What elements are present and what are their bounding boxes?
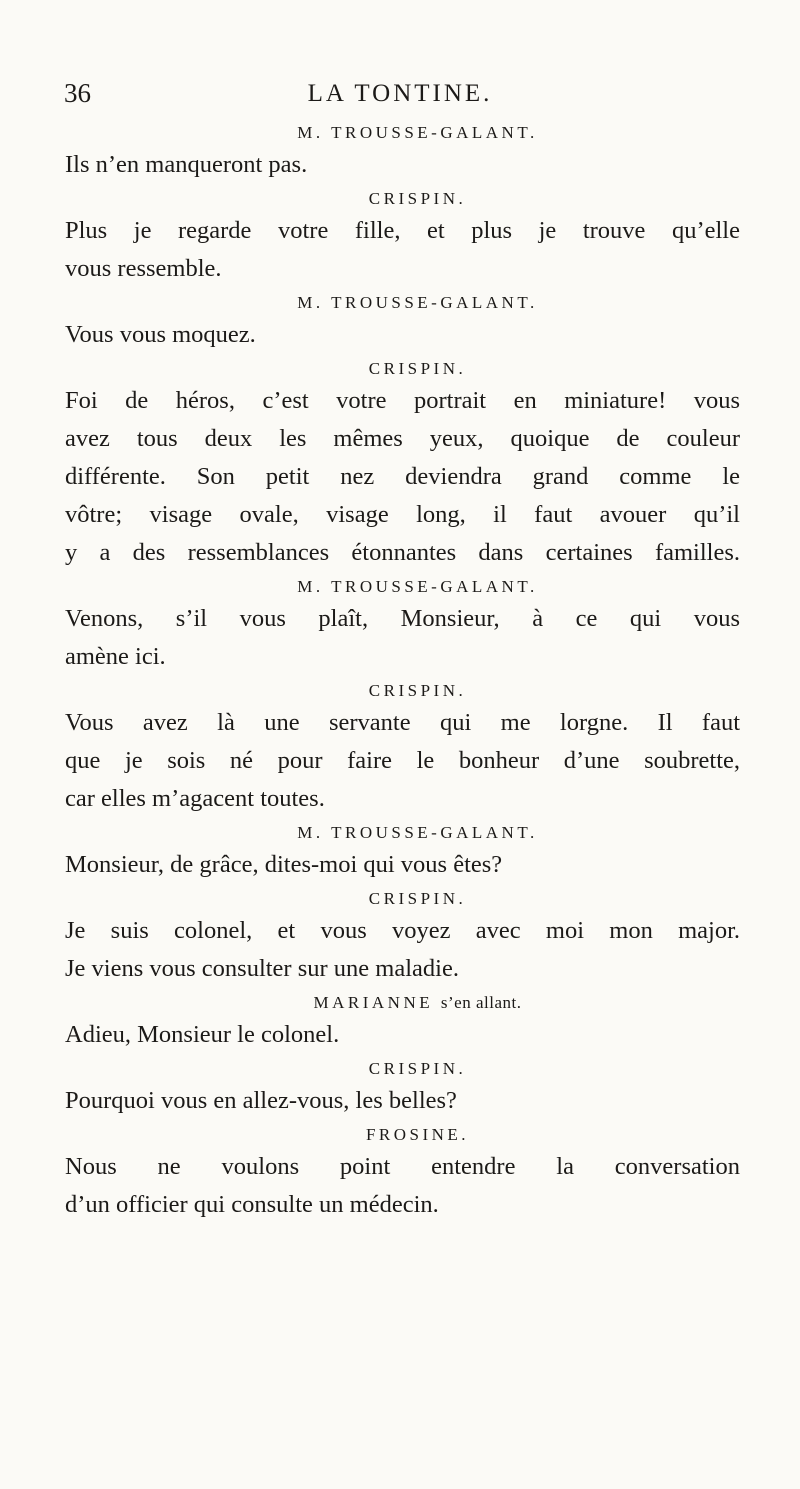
dialogue-block bbox=[65, 818, 740, 884]
dialogue-block bbox=[65, 354, 740, 572]
dialogue-block bbox=[65, 572, 740, 676]
running-title: LA TONTINE. bbox=[307, 80, 493, 107]
speech: Monsieur, de grâce, dites-moi qui vous êtes? bbox=[65, 851, 503, 878]
speaker-name: M. TROUSSE-GALANT. bbox=[297, 577, 538, 596]
speaker-name: CRISPIN. bbox=[368, 1059, 467, 1078]
stage-direction: s’en allant. bbox=[440, 993, 522, 1012]
dialogue-block bbox=[65, 288, 740, 354]
speech: Ils n’en manqueront pas. bbox=[65, 151, 308, 178]
dialogue-block bbox=[65, 1054, 740, 1120]
speech: Je suis colonel, et vous voyez avec moi mon major. Je viens vous consulter sur une maladie. bbox=[65, 917, 740, 982]
dialogue-block bbox=[65, 884, 740, 988]
dialogue-block bbox=[65, 118, 740, 184]
speech: Adieu, Monsieur le colonel. bbox=[65, 1021, 340, 1048]
speaker-name: MARIANNE s’en allant. bbox=[313, 993, 522, 1012]
dialogue-text bbox=[65, 118, 740, 1224]
speech: Plus je regarde votre fille, et plus je trouve qu’elle vous ressemble. bbox=[65, 217, 740, 282]
dialogue-block bbox=[65, 676, 740, 818]
speech: Venons, s’il vous plaît, Monsieur, à ce qui vous amène ici. bbox=[65, 605, 740, 670]
speech: Vous avez là une servante qui me lorgne. Il faut que je sois né pour faire le bonheur d’une soubrette, car elles m’agacent toutes. bbox=[65, 709, 740, 812]
speaker-name: CRISPIN. bbox=[368, 889, 467, 908]
speaker-name: CRISPIN. bbox=[368, 189, 467, 208]
speaker-name: M. TROUSSE-GALANT. bbox=[297, 293, 538, 312]
speech: Nous ne voulons point entendre la conversation d’un officier qui consulte un médecin. bbox=[65, 1153, 740, 1218]
speech: Vous vous moquez. bbox=[65, 321, 256, 348]
dialogue-block bbox=[65, 184, 740, 288]
dialogue-block bbox=[65, 988, 740, 1054]
speech: Pourquoi vous en allez-vous, les belles? bbox=[65, 1087, 457, 1114]
speech: Foi de héros, c’est votre portrait en miniature! vous avez tous deux les mêmes yeux, quoique de couleur différente. Son petit nez deviendra grand comme le vôtre; visage ovale, visage long, il faut avouer qu’il y a des ressemblances étonnantes dans certaines familles. bbox=[65, 387, 740, 566]
speaker-name: FROSINE. bbox=[365, 1125, 470, 1144]
page-number: 36 bbox=[64, 78, 91, 108]
speaker-name: CRISPIN. bbox=[368, 359, 467, 378]
speaker-name: M. TROUSSE-GALANT. bbox=[297, 123, 538, 142]
dialogue-block bbox=[65, 1120, 740, 1224]
speaker-name: M. TROUSSE-GALANT. bbox=[297, 823, 538, 842]
speaker-name: CRISPIN. bbox=[368, 681, 467, 700]
